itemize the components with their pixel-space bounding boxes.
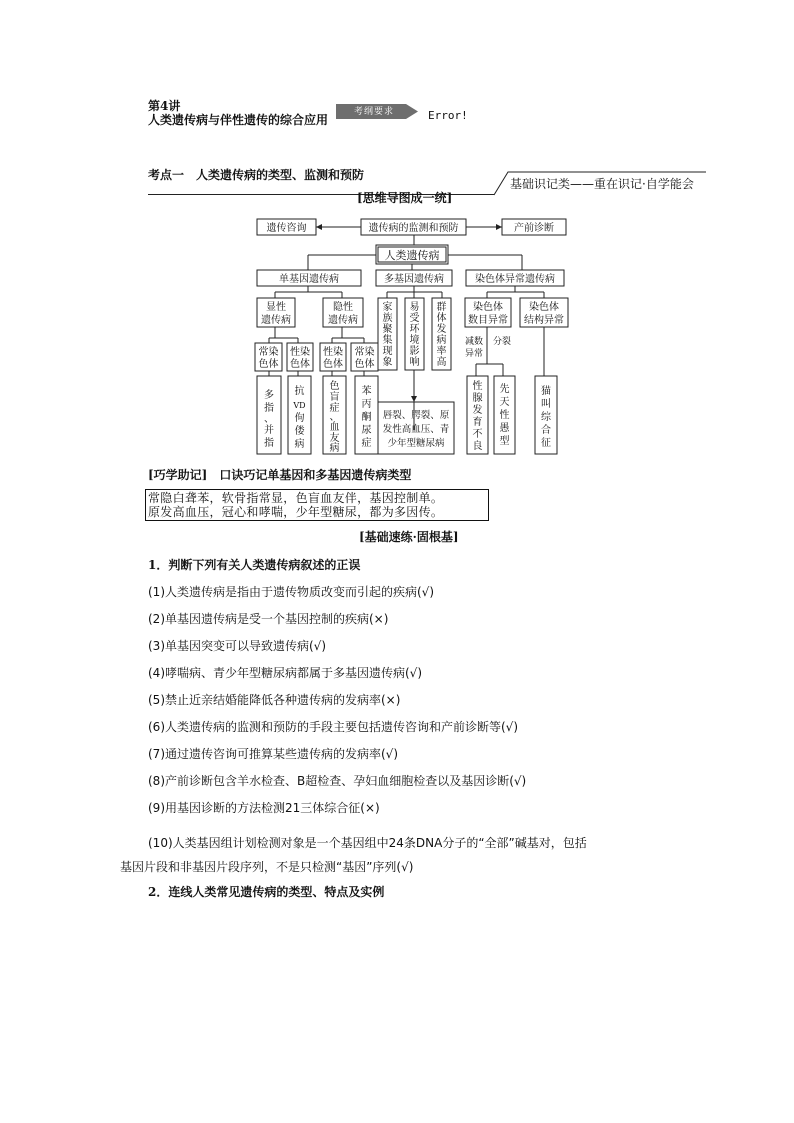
ex-turner-2: 发	[472, 405, 483, 416]
ex-polydactyly-3: 并	[264, 425, 274, 436]
category-badge-label: 基础识记类——重在识记·自学能会	[510, 177, 694, 191]
section-title: 考点一 人类遗传病的类型、监测和预防	[148, 168, 365, 182]
ex-colorblind-3: 、	[329, 412, 340, 423]
feat-family-4: 现	[382, 346, 393, 357]
multi-examples-3: 少年型糖尿病	[387, 438, 445, 449]
ex-colorblind-4: 血	[329, 422, 340, 433]
judgement-item-6: (6)人类遗传病的监测和预防的手段主要包括遗传咨询和产前诊断等(√)	[148, 720, 519, 734]
ex-cri-0: 猫	[541, 386, 551, 397]
mnemonic-box	[145, 489, 489, 521]
node-dom-auto-2: 色体	[258, 359, 279, 370]
judgement-item-10-line-1: (10)人类基因组计划检测对象是一个基因组中24条DNA分子的“全部”碱基对，包括	[148, 836, 587, 850]
feat-family-2: 聚	[382, 324, 393, 335]
ex-colorblind-6: 病	[329, 443, 340, 454]
ex-cri-2: 综	[541, 412, 551, 423]
ex-colorblind-5: 友	[329, 433, 340, 444]
node-single-gene: 单基因遗传病	[279, 274, 339, 285]
node-chrom-structure-2: 结构异常	[524, 315, 564, 326]
feat-freq-1: 体	[436, 313, 447, 324]
mnemonic-line-1: 常隐白聋苯，软骨指常显，色盲血友伴，基因控制单。	[148, 491, 444, 505]
ex-turner-1: 腺	[472, 393, 483, 404]
node-dom-sex-1: 性染	[290, 347, 310, 358]
node-multi-gene: 多基因遗传病	[384, 274, 444, 285]
judgement-item-1: (1)人类遗传病是指由于遗传物质改变而引起的疾病(√)	[148, 585, 435, 599]
feat-env-4: 影	[409, 346, 420, 357]
node-rec-sex-2: 色体	[323, 359, 343, 370]
judgement-item-3: (3)单基因突变可以导致遗传病(√)	[148, 639, 327, 653]
node-dom-auto-1: 常染	[258, 347, 279, 358]
ex-polydactyly-2: 、	[264, 414, 274, 425]
question-1-title: 1．判断下列有关人类遗传病叙述的正误	[148, 558, 361, 572]
mnemonic-line-2: 原发高血压，冠心和哮喘，少年型糖尿，都为多因传。	[148, 505, 444, 519]
feat-freq-4: 率	[436, 346, 447, 357]
ex-down-3: 愚	[499, 423, 510, 434]
feat-freq-3: 病	[436, 335, 447, 346]
node-chrom-structure-1: 染色体	[529, 302, 559, 313]
ex-cri-1: 叫	[541, 399, 551, 410]
mindmap-diagram	[250, 214, 570, 459]
node-chrom-number-1: 染色体	[473, 302, 503, 313]
meiosis-label-2: 异常	[464, 349, 484, 359]
ex-polydactyly-1: 指	[264, 403, 274, 414]
ex-polydactyly-4: 指	[264, 438, 274, 449]
meiosis-label-1: 减数	[464, 337, 484, 347]
ex-down-1: 天	[499, 397, 510, 408]
multi-examples-1: 唇裂、腭裂、原	[382, 410, 450, 421]
judgement-item-10-line-2: 基因片段和非基因片段序列，不是只检测“基因”序列(√)	[120, 860, 414, 874]
node-chrom-number-2: 数目异常	[468, 315, 508, 326]
practice-heading: [基础速练·固根基]	[359, 530, 459, 544]
ex-turner-4: 不	[472, 429, 483, 440]
tips-heading: [巧学助记] 口诀巧记单基因和多基因遗传病类型	[148, 468, 412, 482]
node-root: 人类遗传病	[384, 249, 440, 262]
node-chromosomal: 染色体异常遗传病	[475, 274, 555, 285]
judgement-item-4: (4)哮喘病、青少年型糖尿病都属于多基因遗传病(√)	[148, 666, 423, 680]
ex-pku-1: 丙	[361, 399, 372, 410]
ex-turner-5: 良	[472, 441, 483, 452]
ex-down-2: 性	[499, 410, 510, 421]
feat-freq-0: 群	[436, 302, 447, 313]
feat-family-0: 家	[382, 302, 393, 313]
node-recessive-1: 隐性	[333, 302, 353, 313]
node-monitoring: 遗传病的监测和预防	[368, 223, 459, 234]
node-recessive-2: 遗传病	[328, 315, 358, 326]
ex-pku-0: 苯	[361, 386, 372, 397]
feat-env-5: 响	[409, 357, 420, 368]
node-counseling: 遗传咨询	[266, 223, 307, 234]
ex-pku-4: 症	[361, 438, 372, 449]
node-rec-sex-1: 性染	[323, 347, 343, 358]
ex-cri-4: 征	[541, 438, 551, 449]
node-prenatal: 产前诊断	[514, 223, 554, 234]
feat-freq-2: 发	[436, 324, 447, 335]
category-badge	[494, 170, 706, 196]
lesson-title: 人类遗传病与伴性遗传的综合应用	[148, 113, 329, 127]
ex-rickets-4: 病	[294, 439, 305, 450]
node-rec-auto-2: 色体	[354, 359, 375, 370]
feat-env-3: 境	[409, 335, 420, 346]
feat-freq-5: 高	[436, 357, 447, 368]
ex-rickets-2: 佝	[294, 413, 305, 424]
node-dominant-2: 遗传病	[261, 315, 291, 326]
ex-colorblind-0: 色	[329, 381, 340, 392]
syllabus-tag	[336, 103, 420, 120]
judgement-item-2: (2)单基因遗传病是受一个基因控制的疾病(×)	[148, 612, 389, 626]
feat-family-3: 集	[382, 335, 393, 346]
ex-down-4: 型	[499, 436, 510, 447]
judgement-item-7: (7)通过遗传咨询可推算某些遗传病的发病率(√)	[148, 747, 399, 761]
ex-down-0: 先	[499, 384, 510, 395]
mitosis-label: 分裂	[492, 337, 512, 347]
error-text: Error!	[428, 109, 468, 122]
ex-pku-3: 尿	[361, 425, 372, 436]
node-rec-auto-1: 常染	[354, 347, 375, 358]
ex-rickets-3: 偻	[294, 426, 305, 437]
syllabus-tag-label: 考纲要求	[354, 107, 395, 117]
ex-rickets-0: 抗	[294, 386, 305, 397]
feat-family-5: 象	[382, 357, 393, 368]
multi-examples-2: 发性高血压、青	[382, 424, 450, 435]
ex-turner-0: 性	[472, 381, 483, 392]
mindmap-heading: [思维导图成一统]	[357, 191, 453, 205]
feat-family-1: 族	[382, 313, 393, 324]
judgement-item-9: (9)用基因诊断的方法检测21三体综合征(×)	[148, 801, 380, 815]
lesson-number: 第4讲	[148, 99, 181, 113]
ex-colorblind-1: 盲	[329, 392, 340, 403]
feat-env-2: 环	[409, 324, 420, 335]
ex-polydactyly-0: 多	[264, 390, 274, 401]
judgement-item-5: (5)禁止近亲结婚能降低各种遗传病的发病率(×)	[148, 693, 401, 707]
feat-env-1: 受	[409, 313, 420, 324]
node-dominant-1: 显性	[266, 302, 286, 313]
node-dom-sex-2: 色体	[290, 359, 310, 370]
ex-rickets-1: VD	[293, 401, 306, 410]
ex-pku-2: 酮	[361, 412, 372, 423]
question-2-title: 2．连线人类常见遗传病的类型、特点及实例	[148, 885, 385, 899]
ex-cri-3: 合	[541, 425, 551, 436]
feat-env-0: 易	[409, 302, 420, 313]
ex-colorblind-2: 症	[329, 403, 340, 414]
judgement-item-8: (8)产前诊断包含羊水检查、B超检查、孕妇血细胞检查以及基因诊断(√)	[148, 774, 527, 788]
ex-turner-3: 育	[472, 417, 483, 428]
